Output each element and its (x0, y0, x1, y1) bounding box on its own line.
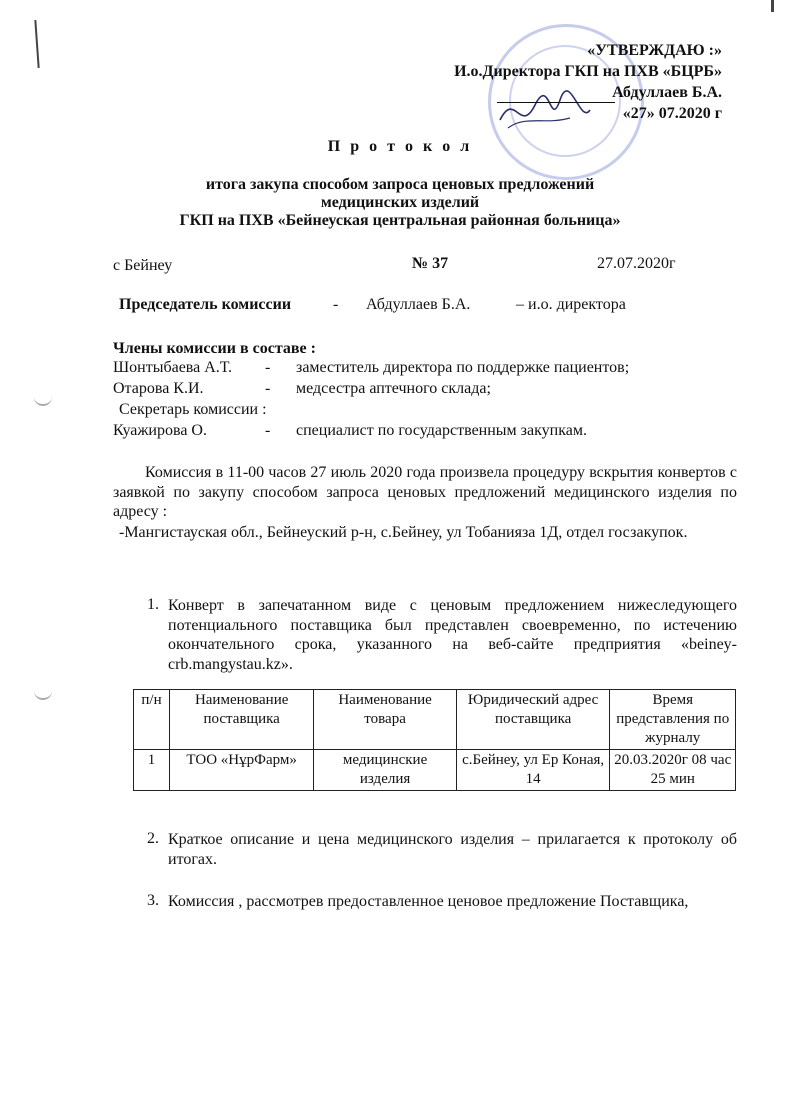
approval-position: И.о.Директора ГКП на ПХВ «БЦРБ» (454, 63, 722, 80)
table-header-row (134, 690, 736, 750)
protocol-date: 27.07.2020г (597, 255, 676, 272)
punch-hole-mark (34, 690, 52, 700)
paragraph-opening: Комиссия в 11-00 часов 27 июль 2020 года произвела процедуру вскрытия конвертов с заявкой по закупу способом запроса ценовых предложений медицинского изделия по адресу : (113, 464, 737, 520)
member-dash: - (265, 359, 271, 376)
item-number: 1. (147, 596, 159, 613)
protocol-subtitle-3: ГКП на ПХВ «Бейнеуская центральная районная больница» (179, 212, 621, 229)
member-role: заместитель директора по поддержке пациентов; (296, 359, 630, 376)
protocol-subtitle-2: медицинских изделий (320, 194, 480, 211)
protocol-subtitle-1: итога закупа способом запроса ценовых предложений (205, 176, 595, 193)
table-cell: с.Бейнеу, ул Ер Коная, 14 (456, 750, 610, 791)
scan-edge-mark (34, 20, 39, 68)
approval-date: «27» 07.2020 г (622, 105, 722, 122)
member-name: Отарова К.И. (113, 380, 204, 397)
supplier-table (133, 689, 736, 791)
member-dash: - (265, 422, 271, 439)
table-cell: ТОО «НұрФарм» (169, 750, 313, 791)
chairman-dash: - (333, 296, 339, 313)
table-row (134, 750, 736, 791)
item-number: 2. (147, 830, 159, 847)
table-header-cell: Наименование поставщика (169, 690, 313, 750)
item-description: Краткое описание и цена медицинского изделия – прилагается к протоколу об итогах. (168, 831, 737, 868)
signature-line (497, 102, 615, 103)
scan-edge-mark-right (771, 0, 774, 12)
chairman-role: – и.о. директора (516, 296, 626, 313)
item-commission: Комиссия , рассмотрев предоставленное ценовое предложение Поставщика, (168, 893, 689, 910)
member-role: специалист по государственным закупкам. (296, 422, 587, 439)
member-name: Куажирова О. (113, 422, 207, 439)
punch-hole-mark (34, 396, 52, 406)
member-name: Шонтыбаева А.Т. (113, 359, 232, 376)
approval-title: «УТВЕРЖДАЮ :» (587, 42, 722, 59)
chairman-label: Председатель комиссии (119, 296, 292, 313)
protocol-number: № 37 (412, 255, 449, 272)
place: с Бейнеу (113, 257, 173, 274)
member-role: медсестра аптечного склада; (296, 380, 491, 397)
member-dash: - (265, 380, 271, 397)
table-header-cell: Наименование товара (314, 690, 456, 750)
table-cell: медицинские изделия (314, 750, 456, 791)
item-envelope: Конверт в запечатанном виде с ценовым предложением нижеследующего потенциального поставщика был представлен своевременно, по истечению окончательного срока, указанного на веб-сайте предприятия «beiney-crb.mangystau.kz». (168, 597, 737, 673)
paragraph-address: -Мангистауская обл., Бейнеуский р-н, с.Бейнеу, ул Тобанияза 1Д, отдел госзакупок. (119, 524, 688, 541)
table-header-cell: п/н (134, 690, 170, 750)
item-number: 3. (147, 892, 159, 909)
approval-name: Абдуллаев Б.А. (612, 84, 722, 101)
protocol-title: П р о т о к о л (327, 138, 473, 155)
secretary-label: Секретарь комиссии : (119, 401, 267, 418)
chairman-name: Абдуллаев Б.А. (366, 296, 471, 313)
table-header-cell: Время представления по журналу (610, 690, 736, 750)
table-cell: 20.03.2020г 08 час 25 мин (610, 750, 736, 791)
members-heading: Члены комиссии в составе : (113, 340, 316, 357)
table-header-cell: Юридический адрес поставщика (456, 690, 610, 750)
table-cell: 1 (134, 750, 170, 791)
